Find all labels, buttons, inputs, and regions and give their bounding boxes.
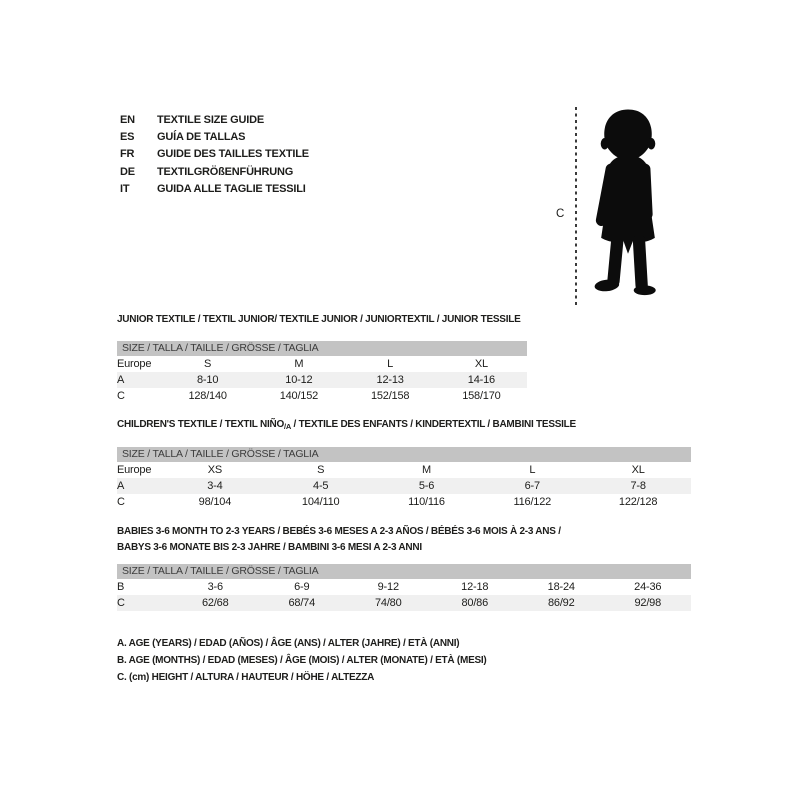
table-cell: 10-12 bbox=[285, 374, 313, 386]
table-cell: 4-5 bbox=[313, 480, 329, 492]
lang-code: DE bbox=[120, 165, 135, 178]
table-row-age-months bbox=[117, 579, 691, 595]
size-header-bar: SIZE / TALLA / TAILLE / GRÖSSE / TAGLIA bbox=[117, 447, 691, 462]
table-cell: 98/104 bbox=[198, 496, 232, 508]
note-age-years: A. AGE (YEARS) / EDAD (AÑOS) / ÂGE (ANS) / ALTER (JAHRE) / ETÀ (ANNI) bbox=[117, 638, 460, 649]
children-table-title bbox=[117, 419, 691, 432]
lang-code: ES bbox=[120, 131, 135, 144]
table-cell: M bbox=[422, 464, 431, 476]
size-header-row bbox=[117, 341, 527, 356]
row-label: Europe bbox=[117, 464, 152, 476]
lang-label: GUIDA ALLE TAGLIE TESSILI bbox=[157, 182, 306, 195]
size-header-row bbox=[117, 564, 691, 579]
table-cell: 12-18 bbox=[461, 581, 489, 593]
lang-label: GUÍA DE TALLAS bbox=[157, 131, 246, 144]
size-header-bar: SIZE / TALLA / TAILLE / GRÖSSE / TAGLIA bbox=[117, 564, 691, 579]
table-cell: 152/158 bbox=[370, 390, 410, 402]
table-cell: 92/98 bbox=[634, 597, 662, 609]
height-measure-label: C bbox=[556, 208, 565, 220]
table-cell: L bbox=[529, 464, 536, 476]
babies-title-line2: BABYS 3-6 MONATE BIS 2-3 JAHRE / BAMBINI 3-6 MESI A 2-3 ANNI bbox=[117, 542, 422, 553]
row-label: C bbox=[117, 597, 125, 609]
table-cell: XL bbox=[631, 464, 645, 476]
table-cell: 68/74 bbox=[288, 597, 316, 609]
lang-code: FR bbox=[120, 148, 135, 161]
table-cell: XL bbox=[474, 358, 488, 370]
toddler-silhouette-icon bbox=[584, 106, 672, 310]
lang-row-it bbox=[120, 181, 309, 198]
title-subscript: /A bbox=[283, 422, 291, 431]
row-label: Europe bbox=[117, 358, 152, 370]
note-age-months: B. AGE (MONTHS) / EDAD (MESES) / ÂGE (MOIS) / ALTER (MONATE) / ETÀ (MESI) bbox=[117, 655, 487, 667]
table-cell: 158/170 bbox=[462, 390, 501, 402]
row-label: C bbox=[117, 390, 125, 402]
lang-row-es bbox=[120, 129, 309, 146]
table-cell: 104/110 bbox=[301, 496, 340, 508]
babies-table-title bbox=[117, 524, 691, 556]
table-cell: 3-6 bbox=[207, 581, 223, 593]
table-cell: 18-24 bbox=[547, 581, 575, 593]
table-cell: 128/140 bbox=[188, 390, 227, 402]
junior-table-section bbox=[117, 314, 527, 404]
lang-code: IT bbox=[120, 182, 130, 195]
table-cell: S bbox=[204, 358, 212, 370]
table-cell: 116/122 bbox=[513, 496, 552, 508]
language-header bbox=[120, 112, 309, 198]
height-measure-line bbox=[575, 107, 577, 308]
table-cell: 86/92 bbox=[547, 597, 575, 609]
table-row-europe bbox=[117, 462, 691, 478]
lang-row-fr bbox=[120, 146, 309, 163]
table-cell: 7-8 bbox=[630, 480, 646, 492]
table-cell: 80/86 bbox=[461, 597, 489, 609]
lang-row-en bbox=[120, 112, 309, 129]
babies-size-table bbox=[117, 564, 691, 611]
table-cell: 3-4 bbox=[207, 480, 223, 492]
table-cell: 62/68 bbox=[201, 597, 229, 609]
table-cell: 6-7 bbox=[524, 480, 540, 492]
size-header-row bbox=[117, 447, 691, 462]
table-cell: 5-6 bbox=[418, 480, 435, 492]
table-cell: XS bbox=[207, 464, 223, 476]
lang-label: GUIDE DES TAILLES TEXTILE bbox=[157, 148, 309, 161]
row-label: C bbox=[117, 496, 125, 508]
table-cell: 9-12 bbox=[377, 581, 399, 593]
table-row-height bbox=[117, 494, 691, 510]
title-text: CHILDREN'S TEXTILE / TEXTIL NIÑO bbox=[117, 419, 284, 430]
table-row-age bbox=[117, 372, 527, 388]
junior-table-title: JUNIOR TEXTILE / TEXTIL JUNIOR/ TEXTILE JUNIOR / JUNIORTEXTIL / JUNIOR TESSILE bbox=[117, 314, 521, 325]
junior-size-table bbox=[117, 341, 527, 404]
table-cell: 74/80 bbox=[374, 597, 402, 609]
row-label: B bbox=[117, 581, 125, 593]
table-cell: 140/152 bbox=[279, 390, 319, 402]
note-height-cm: C. (cm) HEIGHT / ALTURA / HAUTEUR / HÖHE / ALTEZZA bbox=[117, 672, 375, 684]
table-row-height bbox=[117, 595, 691, 611]
title-text: / TEXTILE DES ENFANTS / KINDERTEXTIL / BAMBINI TESSILE bbox=[290, 419, 576, 430]
babies-table-section bbox=[117, 524, 691, 611]
legend-notes bbox=[117, 635, 487, 687]
table-cell: 6-9 bbox=[294, 581, 310, 593]
babies-title-line1: BABIES 3-6 MONTH TO 2-3 YEARS / BEBÉS 3-6 MESES A 2-3 AÑOS / BÉBÉS 3-6 MOIS À 2-3 ANS / bbox=[117, 526, 561, 537]
table-cell: 24-36 bbox=[634, 581, 662, 593]
children-size-table bbox=[117, 447, 691, 510]
table-cell: 8-10 bbox=[197, 374, 219, 386]
lang-label: TEXTILGRÖßENFÜHRUNG bbox=[157, 165, 294, 178]
lang-row-de bbox=[120, 164, 309, 181]
table-row-height bbox=[117, 388, 527, 404]
size-header-bar: SIZE / TALLA / TAILLE / GRÖSSE / TAGLIA bbox=[117, 341, 527, 356]
children-table-section bbox=[117, 419, 691, 510]
table-row-europe bbox=[117, 356, 527, 372]
table-cell: S bbox=[317, 464, 325, 476]
table-row-age bbox=[117, 478, 691, 494]
table-cell: L bbox=[387, 358, 394, 370]
table-cell: 110/116 bbox=[408, 496, 445, 508]
table-cell: 12-13 bbox=[376, 374, 404, 386]
table-cell: 14-16 bbox=[467, 374, 495, 386]
table-cell: 122/128 bbox=[618, 496, 658, 508]
table-cell: M bbox=[294, 358, 304, 370]
lang-label: TEXTILE SIZE GUIDE bbox=[157, 114, 265, 126]
row-label: A bbox=[117, 374, 125, 386]
row-label: A bbox=[117, 480, 125, 492]
lang-code: EN bbox=[120, 114, 135, 126]
